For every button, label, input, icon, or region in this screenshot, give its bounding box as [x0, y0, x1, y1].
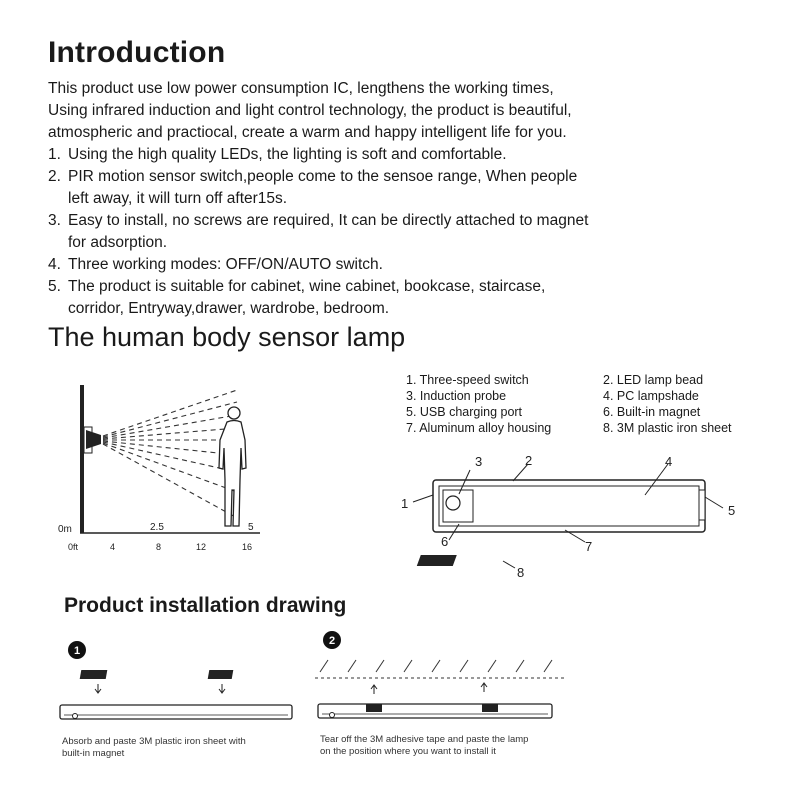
lamp-shade — [439, 486, 699, 526]
induction-probe — [446, 496, 460, 510]
intro-paragraph — [48, 78, 748, 144]
callout-5: 5 — [728, 503, 736, 518]
feet-label: 12 — [196, 542, 207, 552]
feature-item-1 — [48, 144, 758, 166]
intro-line: atmospheric and practiocal, create a warm and happy intelligent life for you. — [48, 124, 567, 141]
step-2-caption — [320, 734, 590, 758]
item-text-cont: for adsorption. — [68, 234, 168, 251]
item-text: Using the high quality LEDs, the lighting is soft and comfortable. — [68, 146, 507, 163]
wall — [80, 385, 84, 533]
lamp-bar — [318, 704, 552, 718]
part-item: 5. USB charging port — [406, 405, 523, 419]
callout-6: 6 — [441, 534, 449, 549]
callout-3: 3 — [475, 454, 483, 469]
item-text: PIR motion sensor switch,people come to the sensoe range, When people — [68, 168, 578, 185]
iron-sheet-right — [208, 670, 234, 679]
feet-label: 8 — [156, 542, 162, 552]
part-item: 4. PC lampshade — [603, 389, 699, 403]
part-item: 3. Induction probe — [406, 389, 507, 403]
meter-label: 2.5 — [150, 522, 164, 533]
callout-8: 8 — [517, 565, 525, 580]
meter-label: 0m — [58, 524, 72, 535]
item-number: 4. — [48, 256, 61, 273]
caption-line: Absorb and paste 3M plastic iron sheet with — [62, 736, 246, 747]
part-item: 2. LED lamp bead — [603, 373, 704, 387]
person-icon — [219, 407, 246, 526]
feature-item-4 — [48, 254, 758, 276]
lamp-bar-sensor — [73, 714, 78, 719]
magnet-sheet — [417, 555, 457, 566]
attached-sheet-right — [482, 704, 498, 712]
caption-line: Tear off the 3M adhesive tape and paste the lamp — [320, 734, 529, 745]
item-text: Easy to install, no screws are required, It can be directly attached to magnet — [68, 212, 589, 229]
lamp-parts-diagram — [395, 450, 755, 585]
arrows-up — [371, 683, 487, 694]
ceiling-hatch — [320, 660, 552, 672]
part-item: 7. Aluminum alloy housing — [406, 421, 552, 435]
feet-label: 16 — [242, 542, 253, 552]
usb-port — [699, 490, 705, 520]
sensor-title: The human body sensor lamp — [48, 322, 406, 352]
lamp-bar-sensor — [330, 713, 335, 718]
callout-2: 2 — [525, 453, 533, 468]
item-text-cont: corridor, Entryway,drawer, wardrobe, bedroom. — [68, 300, 390, 317]
part-item: 8. 3M plastic iron sheet — [603, 421, 732, 435]
part-item: 6. Built-in magnet — [603, 405, 701, 419]
feet-label: 0ft — [68, 542, 79, 552]
item-number: 2. — [48, 168, 61, 185]
iron-sheet-left — [80, 670, 108, 679]
callout-1: 1 — [401, 496, 409, 511]
item-text: The product is suitable for cabinet, wine cabinet, bookcase, staircase, — [68, 278, 546, 295]
sensor-head — [86, 430, 101, 449]
item-number: 5. — [48, 278, 61, 295]
item-text-cont: left away, it will turn off after15s. — [68, 190, 288, 207]
arrows-down — [95, 684, 225, 693]
callout-7: 7 — [585, 539, 593, 554]
caption-line: on the position where you want to install it — [320, 746, 496, 757]
item-text: Three working modes: OFF/ON/AUTO switch. — [68, 256, 383, 273]
step-2-number: 2 — [328, 635, 336, 647]
lamp-bar — [60, 705, 292, 719]
item-number: 1. — [48, 146, 61, 163]
feature-item-3 — [48, 210, 758, 254]
parts-list-right — [603, 372, 773, 436]
sensor-rays — [103, 390, 237, 518]
step-1-caption — [62, 736, 322, 760]
intro-title: Introduction — [48, 36, 226, 69]
sensor-range-illustration — [55, 380, 275, 555]
meter-label: 5 — [248, 522, 254, 533]
callout-4: 4 — [665, 454, 673, 469]
install-step-2-drawing — [310, 628, 580, 728]
attached-sheet-left — [366, 704, 382, 712]
parts-list-left — [406, 372, 596, 436]
intro-line: This product use low power consumption IC, lengthens the working times, — [48, 80, 554, 97]
part-item: 1. Three-speed switch — [406, 373, 529, 387]
install-title: Product installation drawing — [64, 594, 347, 617]
install-step-1-drawing — [55, 632, 305, 727]
item-number: 3. — [48, 212, 61, 229]
intro-line: Using infrared induction and light control technology, the product is beautiful, — [48, 102, 572, 119]
step-1-number: 1 — [73, 645, 81, 657]
feet-label: 4 — [110, 542, 116, 552]
feature-item-2 — [48, 166, 758, 210]
feature-item-5 — [48, 276, 758, 320]
caption-line: built-in magnet — [62, 748, 125, 759]
